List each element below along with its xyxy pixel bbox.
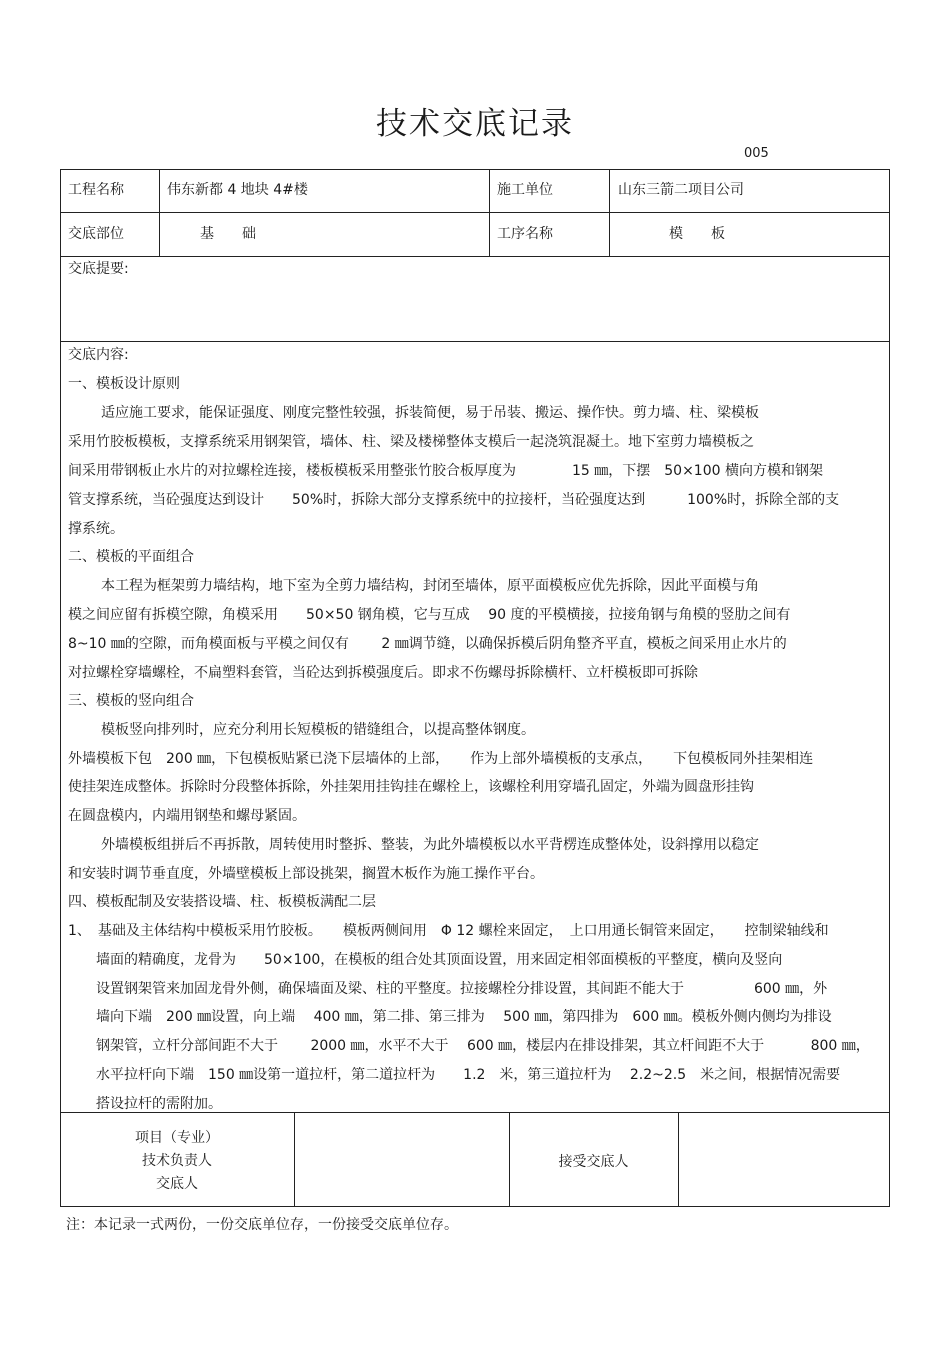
content-label: 交底内容: bbox=[68, 347, 129, 363]
content-line: 外墙模板下包 200 ㎜，下包模板贴紧已浇下层墙体的上部， 作为上部外墙模板的支承点， 下包模板同外挂架相连 bbox=[68, 751, 814, 767]
construction-unit-label: 施工单位 bbox=[497, 182, 553, 198]
row-divider bbox=[60, 256, 890, 257]
content-line: 本工程为框架剪力墙结构，地下室为全剪力墙结构，封闭至墙体，原平面模板应优先拆除，因此平面模与角 bbox=[101, 578, 759, 594]
content-line: 墙向下端 200 ㎜设置，向上端 400 ㎜，第二排、第三排为 500 ㎜，第四排为 600 ㎜。模板外侧内侧均为排设 bbox=[96, 1009, 832, 1025]
content-line: 管支撑系统，当砼强度达到设计 50%时，拆除大部分支撑系统中的拉接杆，当砼强度达到 100%时，拆除全部的支 bbox=[68, 492, 840, 508]
receiver-label: 接受交底人 bbox=[558, 1154, 629, 1170]
project-name-value: 伟东新都 4 地块 4#楼 bbox=[167, 182, 308, 198]
content-line: 墙面的精确度，龙骨为 50×100，在模板的组合处其顶面设置，用来固定相邻面模板的平整度，横向及竖向 bbox=[96, 952, 783, 968]
content-line: 搭设拉杆的需附加。 bbox=[96, 1096, 222, 1112]
section-heading: 四、模板配制及安装搭设墙、柱、板模板满配二层 bbox=[68, 894, 376, 910]
col-divider bbox=[609, 169, 610, 256]
col-divider bbox=[489, 169, 490, 256]
row-divider bbox=[60, 212, 890, 213]
col-divider bbox=[294, 1112, 295, 1207]
content-line: 撑系统。 bbox=[68, 521, 124, 537]
responsible-line-3: 交底人 bbox=[156, 1176, 198, 1192]
section-heading: 三、模板的竖向组合 bbox=[68, 693, 194, 709]
responsible-person-cell bbox=[60, 1127, 294, 1196]
responsible-line-1: 项目（专业） bbox=[135, 1130, 219, 1146]
content-line: 在圆盘模内，内端用钢垫和螺母紧固。 bbox=[68, 808, 306, 824]
col-divider bbox=[159, 169, 160, 256]
document-title: 技术交底记录 bbox=[376, 106, 574, 142]
construction-unit-value: 山东三箭二项目公司 bbox=[618, 182, 744, 198]
row-divider bbox=[60, 341, 890, 342]
content-line: 钢架管，立杆分部间距不大于 2000 ㎜，水平不大于 600 ㎜，楼层内在排设排架，其立杆间距不大于 800 ㎜， bbox=[96, 1038, 870, 1054]
handover-part-label: 交底部位 bbox=[68, 226, 124, 242]
content-line: 8~10 ㎜的空隙，而角模面板与平模之间仅有 2 ㎜调节缝，以确保拆模后阴角整齐平直，模板之间采用止水片的 bbox=[68, 636, 787, 652]
content-line: 使挂架连成整体。拆除时分段整体拆除，外挂架用挂钩挂在螺栓上，该螺栓利用穿墙孔固定，外端为圆盘形挂钩 bbox=[68, 779, 754, 795]
footnote: 注：本记录一式两份，一份交底单位存，一份接受交底单位存。 bbox=[66, 1217, 458, 1233]
content-line: 模板竖向排列时，应充分利用长短模板的错缝组合，以提高整体钢度。 bbox=[101, 722, 535, 738]
process-name-value: 模 板 bbox=[669, 226, 725, 242]
content-line: 对拉螺栓穿墙螺栓，不扁塑料套管，当砼达到拆模强度后。即求不伤螺母拆除横杆、立杆模板即可拆除 bbox=[68, 665, 698, 681]
content-line: 和安装时调节垂直度，外墙壁模板上部设挑架，搁置木板作为施工操作平台。 bbox=[68, 866, 544, 882]
document-number: 005 bbox=[744, 146, 769, 161]
col-divider bbox=[678, 1112, 679, 1207]
summary-label: 交底提要: bbox=[68, 261, 129, 277]
responsible-line-2: 技术负责人 bbox=[142, 1153, 212, 1169]
content-line: 水平拉杆向下端 150 ㎜设第一道拉杆，第二道拉杆为 1.2 米，第三道拉杆为 2.2~2.5 米之间，根据情况需要 bbox=[96, 1067, 841, 1083]
content-line: 设置钢架管来加固龙骨外侧，确保墙面及梁、柱的平整度。拉接螺栓分排设置，其间距不能大于 600 ㎜，外 bbox=[96, 981, 828, 997]
content-line: 适应施工要求，能保证强度、刚度完整性较强，拆装简便，易于吊装、搬运、操作快。剪力墙、柱、梁模板 bbox=[101, 405, 759, 421]
project-name-label: 工程名称 bbox=[68, 182, 124, 198]
process-name-label: 工序名称 bbox=[497, 226, 553, 242]
content-line: 间采用带钢板止水片的对拉螺栓连接，楼板模板采用整张竹胶合板厚度为 15 ㎜，下摆 50×100 横向方模和钢架 bbox=[68, 463, 823, 479]
section-heading: 二、模板的平面组合 bbox=[68, 549, 194, 565]
content-line: 1、 基础及主体结构中模板采用竹胶板。 模板两侧间用 Φ 12 螺栓来固定， 上口用通长铜管来固定， 控制梁轴线和 bbox=[68, 923, 829, 939]
section-heading: 一、模板设计原则 bbox=[68, 376, 180, 392]
handover-part-value: 基 础 bbox=[200, 226, 256, 242]
content-line: 外墙模板组拼后不再拆散，周转使用时整拆、整装，为此外墙模板以水平背楞连成整体处，设斜撑用以稳定 bbox=[101, 837, 759, 853]
content-line: 模之间应留有拆模空隙，角模采用 50×50 钢角模，它与互成 90 度的平模横接，拉接角钢与角模的竖肋之间有 bbox=[68, 607, 791, 623]
content-line: 采用竹胶板模板，支撑系统采用钢架管，墙体、柱、梁及楼梯整体支模后一起浇筑混凝土。地下室剪力墙模板之 bbox=[68, 434, 754, 450]
